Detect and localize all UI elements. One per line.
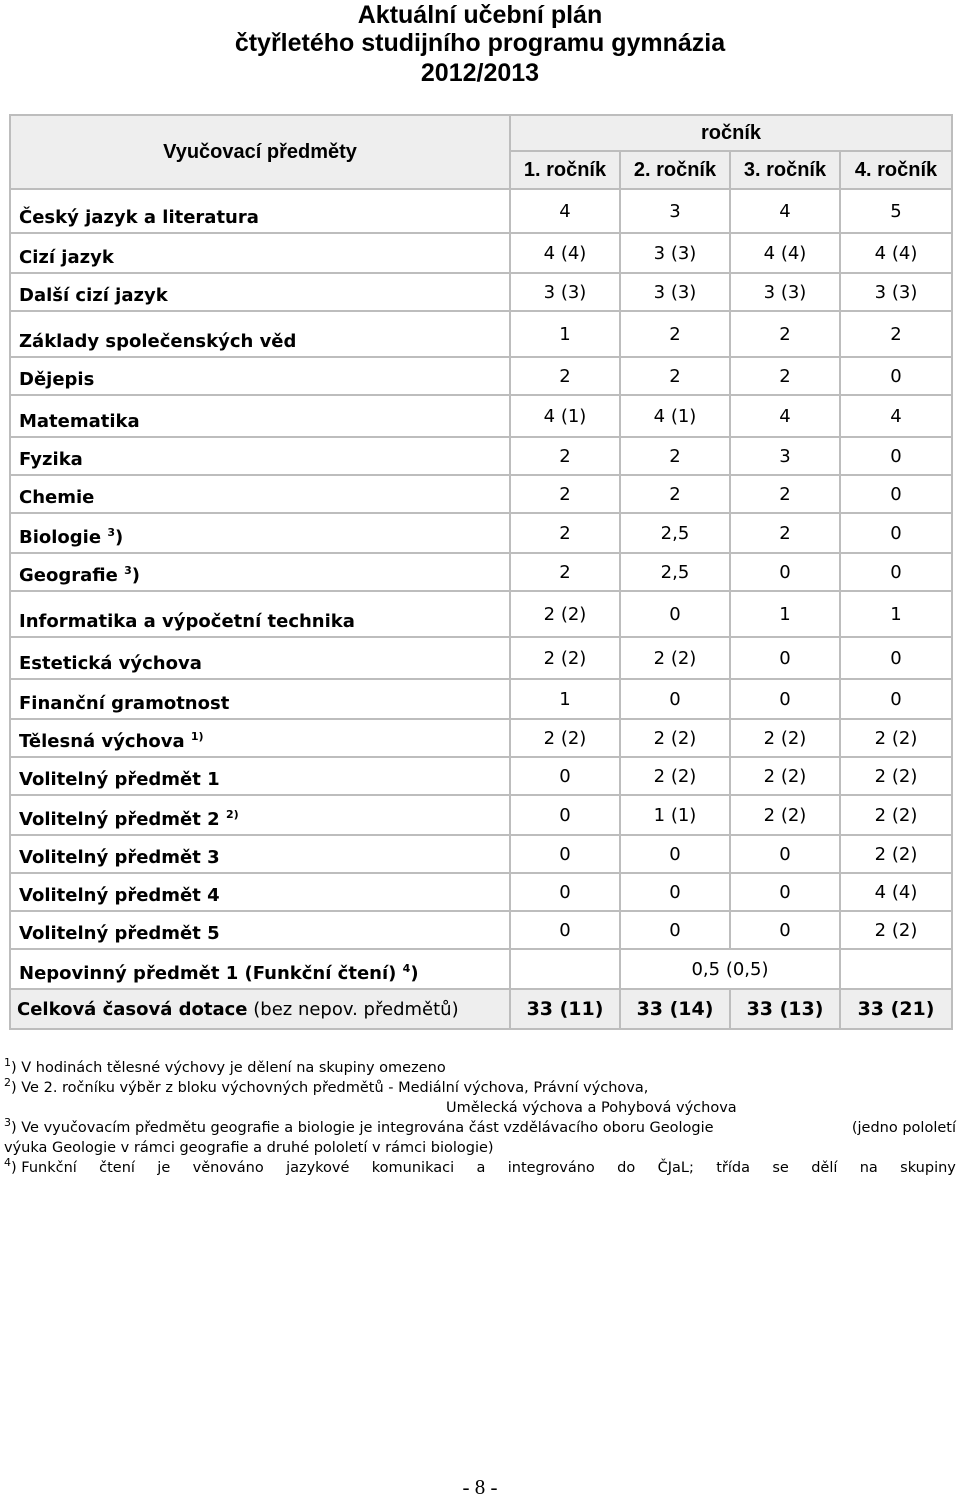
footnote-mark: 2) xyxy=(225,808,239,821)
hours-cell: 3 xyxy=(620,189,730,233)
table-row xyxy=(10,273,952,311)
hours-cell: 4 xyxy=(840,395,952,437)
footnote-4-word: třída xyxy=(716,1160,750,1176)
subject-cell xyxy=(10,591,510,637)
hours-cell: 3 (3) xyxy=(620,273,730,311)
hours-cell: 1 xyxy=(510,311,620,357)
subject-name: Volitelný předmět 5 xyxy=(19,923,220,944)
subject-name: Volitelný předmět 3 xyxy=(19,847,220,868)
footnote-3-cont-text: výuka Geologie v rámci geografie a druhé pololetí v rámci biologie) xyxy=(4,1140,494,1156)
subject-cell xyxy=(10,189,510,233)
hours-cell: 4 (4) xyxy=(840,873,952,911)
footnote-4-word: věnováno xyxy=(192,1160,264,1176)
hours-cell: 2 xyxy=(510,437,620,475)
hours-cell: 0,5 (0,5) xyxy=(620,949,840,989)
hours-cell: 2 xyxy=(730,475,840,513)
hours-cell: 0 xyxy=(730,553,840,591)
hours-cell: 2 xyxy=(510,357,620,395)
subject-name: Matematika xyxy=(19,411,140,432)
subject-cell xyxy=(10,311,510,357)
hours-cell: 3 (3) xyxy=(510,273,620,311)
hours-cell: 4 xyxy=(730,189,840,233)
hours-cell: 2 (2) xyxy=(730,795,840,835)
year-group-header: ročník xyxy=(510,115,952,151)
hours-cell: 0 xyxy=(730,873,840,911)
hours-cell: 0 xyxy=(840,553,952,591)
title-line-2: čtyřletého studijního programu gymnázia xyxy=(234,29,726,57)
hours-cell: 2 xyxy=(620,475,730,513)
total-cell: 33 (14) xyxy=(620,989,730,1029)
year-header: 4. ročník xyxy=(840,151,952,189)
total-label xyxy=(10,989,510,1029)
footnote-4-word: do xyxy=(617,1160,636,1176)
hours-cell: 2 xyxy=(620,437,730,475)
subject-cell xyxy=(10,873,510,911)
hours-cell: 2 (2) xyxy=(840,757,952,795)
subject-cell xyxy=(10,553,510,591)
hours-cell: 2 xyxy=(730,513,840,553)
subject-name: Další cizí jazyk xyxy=(19,285,168,306)
hours-cell: 2,5 xyxy=(620,513,730,553)
total-row xyxy=(10,989,952,1029)
subject-cell xyxy=(10,357,510,395)
subject-name: Chemie xyxy=(19,487,95,508)
footnote-1 xyxy=(4,1058,956,1078)
subject-cell xyxy=(10,475,510,513)
subjects-header: Vyučovací předměty xyxy=(10,115,510,189)
footnotes xyxy=(4,1058,956,1178)
hours-cell: 0 xyxy=(510,911,620,949)
table-row xyxy=(10,395,952,437)
table-row xyxy=(10,189,952,233)
footnote-4-word: se xyxy=(772,1160,789,1176)
footnote-paren: ) xyxy=(115,527,124,548)
empty-cell xyxy=(510,949,620,989)
subject-cell xyxy=(10,719,510,757)
subject-name: Tělesná výchova xyxy=(19,731,185,752)
footnote-4-word: dělí xyxy=(811,1160,838,1176)
hours-cell: 2 xyxy=(730,357,840,395)
footnote-2-mark: 2 xyxy=(4,1076,11,1090)
hours-cell: 0 xyxy=(730,637,840,679)
hours-cell: 2 xyxy=(510,513,620,553)
hours-cell: 2 xyxy=(730,311,840,357)
table-row xyxy=(10,835,952,873)
hours-cell: 4 xyxy=(730,395,840,437)
table-row xyxy=(10,873,952,911)
table-row xyxy=(10,679,952,719)
footnote-paren: ) xyxy=(131,565,140,586)
footnote-4-start xyxy=(4,1158,77,1178)
hours-cell: 0 xyxy=(730,679,840,719)
year-header: 2. ročník xyxy=(620,151,730,189)
hours-cell: 3 (3) xyxy=(730,273,840,311)
subject-cell xyxy=(10,911,510,949)
hours-cell: 2 (2) xyxy=(510,591,620,637)
footnote-2 xyxy=(4,1078,956,1098)
empty-cell xyxy=(840,949,952,989)
subject-cell xyxy=(10,757,510,795)
hours-cell: 0 xyxy=(620,911,730,949)
footnote-mark: 3 xyxy=(124,564,132,577)
table-row xyxy=(10,553,952,591)
hours-cell: 0 xyxy=(840,475,952,513)
hours-cell: 2 (2) xyxy=(730,757,840,795)
hours-cell: 2 xyxy=(510,475,620,513)
hours-cell: 2 (2) xyxy=(620,637,730,679)
subject-cell xyxy=(10,835,510,873)
footnote-paren: ) xyxy=(410,963,419,984)
total-cell: 33 (21) xyxy=(840,989,952,1029)
hours-cell: 0 xyxy=(620,591,730,637)
hours-cell: 2 (2) xyxy=(510,719,620,757)
footnote-4-word: jazykové xyxy=(286,1160,350,1176)
hours-cell: 0 xyxy=(730,835,840,873)
subject-cell xyxy=(10,395,510,437)
hours-cell: 0 xyxy=(510,873,620,911)
footnote-3-main xyxy=(4,1118,714,1138)
hours-cell: 0 xyxy=(510,835,620,873)
hours-cell: 2 (2) xyxy=(730,719,840,757)
subject-name: Biologie xyxy=(19,527,102,548)
hours-cell: 0 xyxy=(510,795,620,835)
hours-cell: 3 xyxy=(730,437,840,475)
hours-cell: 1 xyxy=(840,591,952,637)
year-header: 1. ročník xyxy=(510,151,620,189)
hours-cell: 2 xyxy=(840,311,952,357)
footnote-4-word: na xyxy=(859,1160,878,1176)
table-row xyxy=(10,795,952,835)
footnote-1-text: ) V hodinách tělesné výchovy je dělení na skupiny omezeno xyxy=(11,1060,446,1076)
total-cell: 33 (13) xyxy=(730,989,840,1029)
footnote-4 xyxy=(4,1158,956,1178)
subject-name: Základy společenských věd xyxy=(19,331,297,352)
footnote-2-continuation xyxy=(4,1098,956,1118)
footnote-3-tail: (jedno pololetí xyxy=(851,1120,956,1136)
footnote-4-word: ČJaL; xyxy=(657,1160,694,1176)
hours-cell: 4 (4) xyxy=(730,233,840,273)
subject-name: Estetická výchova xyxy=(19,653,202,674)
table-row xyxy=(10,357,952,395)
total-label-normal: (bez nepov. předmětů) xyxy=(253,998,459,1020)
table-row xyxy=(10,911,952,949)
subject-cell xyxy=(10,513,510,553)
footnote-4-word: ) Funkční xyxy=(11,1160,77,1176)
subject-name: Český jazyk a literatura xyxy=(19,207,259,228)
footnote-mark: 1) xyxy=(190,730,204,743)
hours-cell: 0 xyxy=(620,679,730,719)
footnote-3-text: ) Ve vyučovacím předmětu geografie a biologie je integrována část vzdělávacího oboru Geologie xyxy=(11,1120,714,1136)
hours-cell: 2 (2) xyxy=(510,637,620,679)
hours-cell: 0 xyxy=(510,757,620,795)
table-row xyxy=(10,513,952,553)
hours-cell: 2 xyxy=(620,357,730,395)
hours-cell: 0 xyxy=(840,357,952,395)
hours-cell: 1 xyxy=(730,591,840,637)
subject-name: Dějepis xyxy=(19,369,95,390)
table-row xyxy=(10,311,952,357)
footnote-3 xyxy=(4,1118,956,1138)
footnote-4-mark: 4 xyxy=(4,1156,11,1170)
hours-cell: 4 xyxy=(510,189,620,233)
total-label-bold: Celková časová dotace xyxy=(17,998,248,1020)
footnote-1-mark: 1 xyxy=(4,1056,11,1070)
subject-cell xyxy=(10,637,510,679)
footnote-4-word: a xyxy=(476,1160,486,1176)
optional-row xyxy=(10,949,952,989)
hours-cell: 3 (3) xyxy=(840,273,952,311)
hours-cell: 0 xyxy=(620,835,730,873)
subject-cell xyxy=(10,795,510,835)
subject-name: Cizí jazyk xyxy=(19,247,114,268)
table-row xyxy=(10,233,952,273)
subject-name: Volitelný předmět 1 xyxy=(19,769,220,790)
hours-cell: 2 (2) xyxy=(840,911,952,949)
subject-name: Geografie xyxy=(19,565,118,586)
hours-cell: 3 (3) xyxy=(620,233,730,273)
hours-cell: 5 xyxy=(840,189,952,233)
hours-cell: 0 xyxy=(730,911,840,949)
table-row xyxy=(10,475,952,513)
subject-cell xyxy=(10,679,510,719)
subject-name: Volitelný předmět 4 xyxy=(19,885,220,906)
hours-cell: 1 (1) xyxy=(620,795,730,835)
hours-cell: 4 (4) xyxy=(840,233,952,273)
curriculum-table xyxy=(9,114,953,1030)
hours-cell: 2 xyxy=(510,553,620,591)
hours-cell: 2 (2) xyxy=(620,719,730,757)
footnote-4-word: čtení xyxy=(99,1160,135,1176)
hours-cell: 0 xyxy=(840,637,952,679)
hours-cell: 2 (2) xyxy=(840,835,952,873)
hours-cell: 4 (1) xyxy=(620,395,730,437)
hours-cell: 2,5 xyxy=(620,553,730,591)
subject-cell xyxy=(10,273,510,311)
table-row xyxy=(10,437,952,475)
table-row xyxy=(10,637,952,679)
footnote-3-continuation xyxy=(4,1138,956,1158)
hours-cell: 0 xyxy=(840,437,952,475)
footnote-4-word: komunikaci xyxy=(371,1160,455,1176)
subject-name: Finanční gramotnost xyxy=(19,693,230,714)
hours-cell: 0 xyxy=(840,679,952,719)
table-row xyxy=(10,719,952,757)
footnote-2-cont-text: Umělecká výchova a Pohybová výchova xyxy=(446,1100,737,1116)
subject-name: Informatika a výpočetní technika xyxy=(19,611,355,632)
footnote-4-word: je xyxy=(157,1160,171,1176)
title-line-1: Aktuální učební plán xyxy=(357,1,603,29)
hours-cell: 0 xyxy=(620,873,730,911)
subject-name: Volitelný předmět 2 xyxy=(19,809,220,830)
subject-name: Nepovinný předmět 1 (Funkční čtení) xyxy=(19,963,397,984)
total-cell: 33 (11) xyxy=(510,989,620,1029)
hours-cell: 2 (2) xyxy=(620,757,730,795)
footnote-mark: 3 xyxy=(107,526,115,539)
page-number: - 8 - xyxy=(462,1475,498,1499)
hours-cell: 4 (4) xyxy=(510,233,620,273)
subject-name: Fyzika xyxy=(19,449,83,470)
year-header: 3. ročník xyxy=(730,151,840,189)
hours-cell: 0 xyxy=(840,513,952,553)
hours-cell: 2 (2) xyxy=(840,795,952,835)
footnote-mark: 4 xyxy=(402,962,411,975)
subject-cell xyxy=(10,437,510,475)
title-line-3: 2012/2013 xyxy=(420,59,540,87)
footnote-4-word: skupiny xyxy=(900,1160,956,1176)
footnote-3-mark: 3 xyxy=(4,1116,11,1130)
subject-cell xyxy=(10,233,510,273)
subject-cell xyxy=(10,949,510,989)
table-row xyxy=(10,757,952,795)
hours-cell: 2 (2) xyxy=(840,719,952,757)
footnote-2-text: ) Ve 2. ročníku výběr z bloku výchovných předmětů - Mediální výchova, Právní výchova, xyxy=(11,1080,649,1096)
hours-cell: 2 xyxy=(620,311,730,357)
table-row xyxy=(10,591,952,637)
hours-cell: 1 xyxy=(510,679,620,719)
footnote-4-word: integrováno xyxy=(507,1160,595,1176)
hours-cell: 4 (1) xyxy=(510,395,620,437)
